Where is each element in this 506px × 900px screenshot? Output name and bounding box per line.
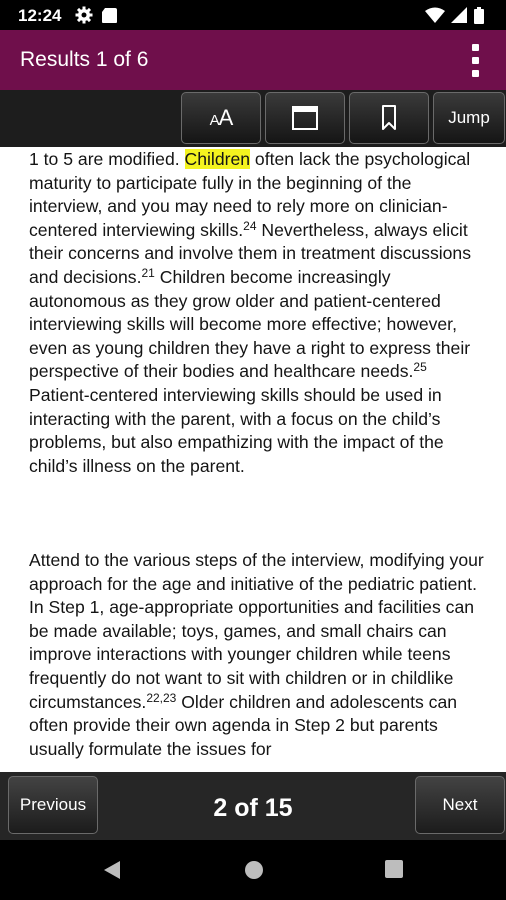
sd-card-icon xyxy=(102,8,117,23)
previous-button[interactable]: Previous xyxy=(8,776,98,834)
bookmark-button[interactable] xyxy=(349,92,429,144)
reference-superscript[interactable]: 21 xyxy=(141,265,155,280)
status-bar xyxy=(0,0,506,30)
status-right-icons xyxy=(424,6,494,24)
text-run: Nevertheless, always elicit their concerns and involve them in treatment discussions and decisions. xyxy=(29,219,472,287)
reference-superscript[interactable]: 25 xyxy=(413,360,427,375)
page-indicator: 2 of 15 xyxy=(213,794,293,822)
home-circle-icon[interactable] xyxy=(243,859,265,881)
window-icon xyxy=(292,106,318,130)
text-run: Older children and adolescents can often provide their own agenda in Step 2 but parents usually formulate the issues for xyxy=(29,691,458,759)
wifi-icon xyxy=(425,8,445,24)
font-size-button[interactable] xyxy=(181,92,261,144)
jump-button[interactable]: Jump xyxy=(433,92,505,144)
app-bar xyxy=(0,30,506,90)
font-size-small-a: A xyxy=(209,112,219,129)
settings-gear-icon xyxy=(76,7,93,24)
font-size-large-a: A xyxy=(218,105,233,130)
search-highlight: Children xyxy=(184,149,251,169)
font-size-icon xyxy=(210,105,233,131)
page-navigation-bar xyxy=(0,772,506,840)
reader-toolbar xyxy=(0,90,506,147)
next-button[interactable]: Next xyxy=(415,776,505,834)
more-vertical-icon[interactable] xyxy=(468,44,484,78)
text-run: often lack the psychological maturity to participate fully in the beginning of the interview, and you may need to rely more on clinician-centered interviewing skills. xyxy=(29,149,471,240)
content-paragraph-1 xyxy=(29,148,489,478)
reading-content[interactable] xyxy=(0,147,506,772)
content-paragraph-2 xyxy=(29,549,489,761)
status-left-icons xyxy=(75,6,125,24)
system-navigation-bar xyxy=(0,840,506,900)
battery-icon xyxy=(474,7,484,24)
text-run: Attend to the various steps of the interview, modifying your approach for the age and initiative of the pediatric patient. In Step 1, age-appropriate opportunities and facilities can be made available; toys, games, and small chairs can improve interactions with younger children while teens frequently do not want to sit with children or in childlike circumstances. xyxy=(29,550,484,712)
bookmark-icon xyxy=(381,105,397,131)
status-time: 12:24 xyxy=(18,6,62,25)
reference-superscript[interactable]: 24 xyxy=(243,218,257,233)
back-triangle-icon[interactable] xyxy=(102,859,122,881)
recents-square-icon[interactable] xyxy=(384,859,404,879)
results-title: Results 1 of 6 xyxy=(20,48,149,71)
text-run: 1 to 5 are modified. xyxy=(29,149,185,169)
text-run: Children become increasingly autonomous as they grow older and patient-centered interviewing skills will become more effective; however, even as young children they have a right to express their perspective of their bodies and healthcare needs. xyxy=(29,266,471,382)
cellular-signal-icon xyxy=(451,7,467,23)
text-run: Patient-centered interviewing skills should be used in interacting with the parent, with a focus on the child’s problems, but also empathizing with the impact of the child’s illness on the parent. xyxy=(29,384,444,476)
window-button[interactable] xyxy=(265,92,345,144)
reference-superscript[interactable]: 22,23 xyxy=(146,690,177,705)
